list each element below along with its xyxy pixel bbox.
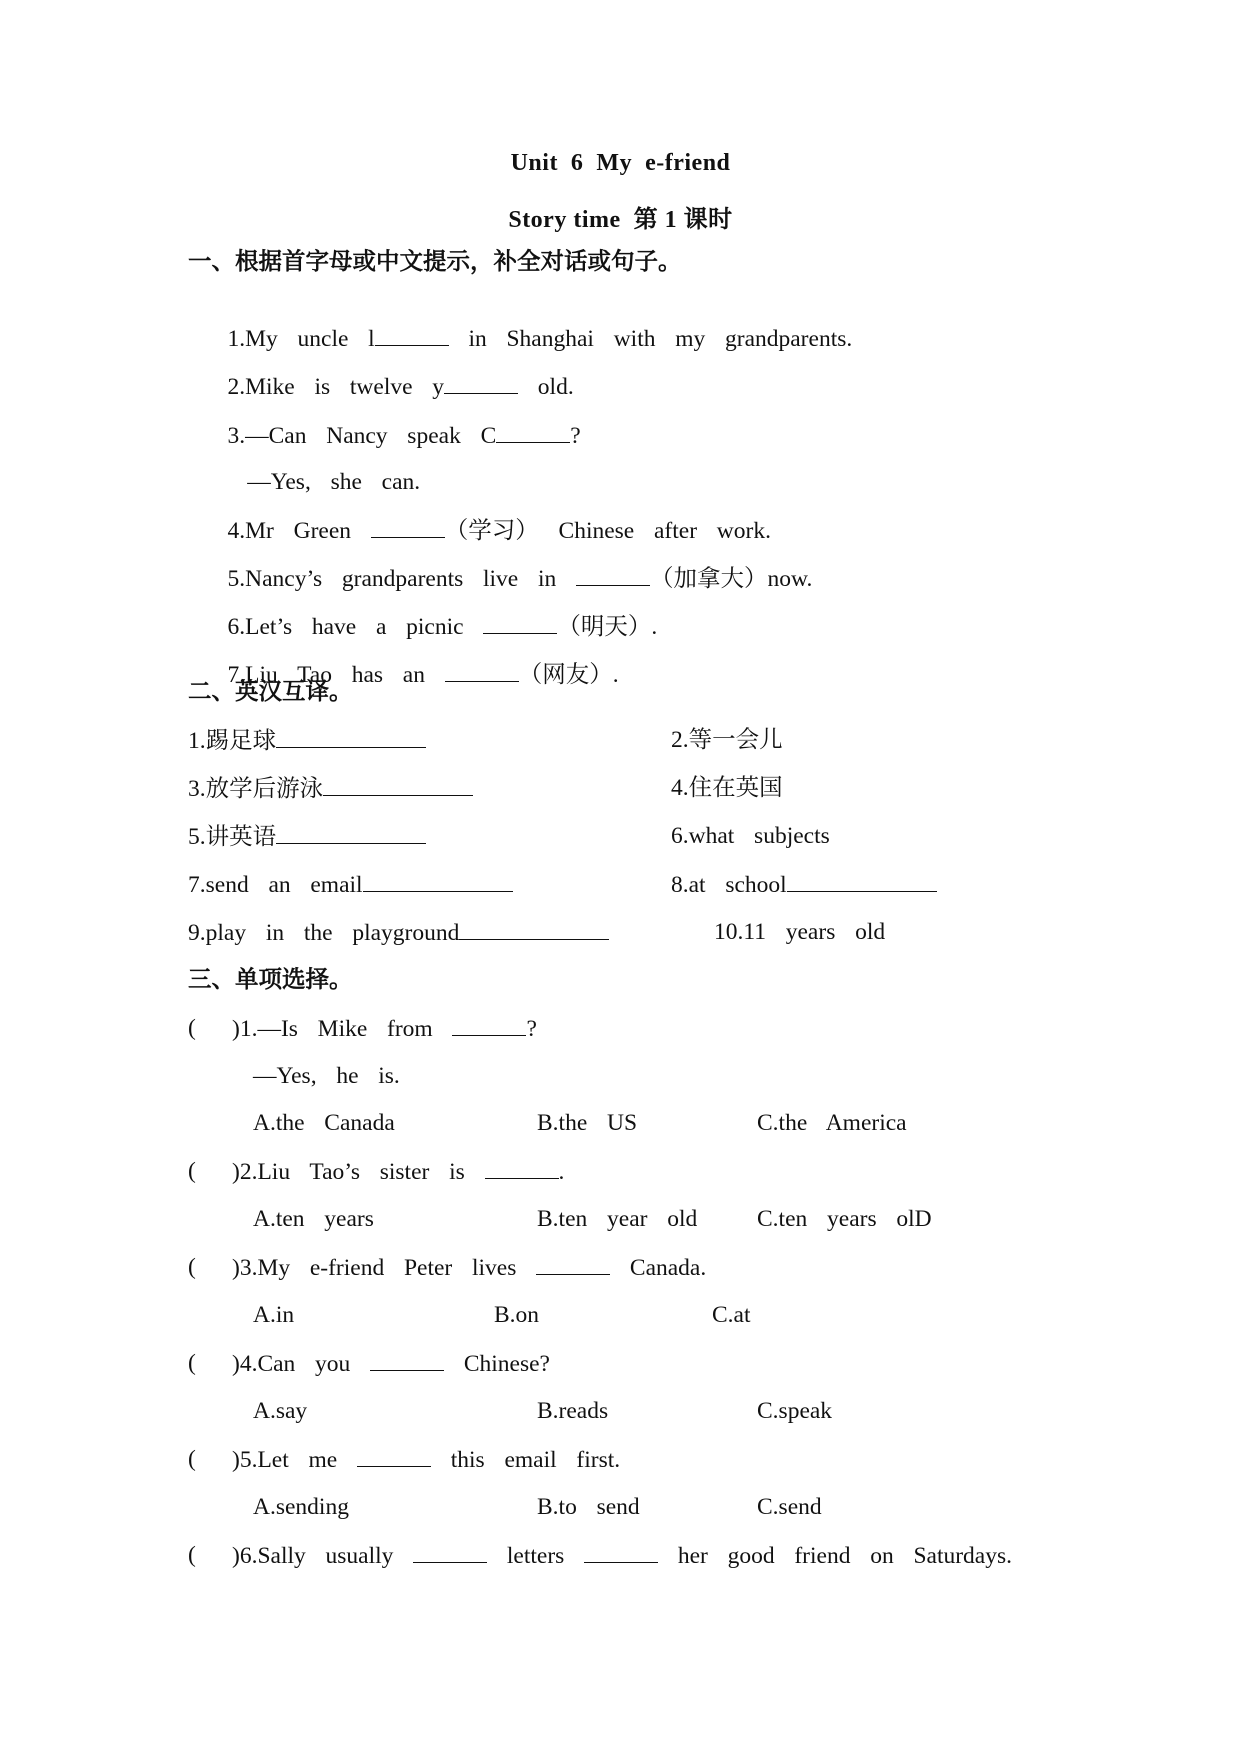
- s3-q3-option-c[interactable]: C.at: [712, 1302, 751, 1328]
- s3-q1-pre: )1.—Is Mike from: [232, 1016, 453, 1042]
- s2-item-1-text: 1.踢足球: [188, 728, 277, 754]
- answer-blank[interactable]: [323, 773, 473, 796]
- s3-q1-option-b[interactable]: B.the US: [537, 1110, 638, 1136]
- answer-blank[interactable]: [536, 1252, 610, 1275]
- s1-item-3-post: ?: [570, 423, 581, 449]
- answer-blank[interactable]: [459, 917, 609, 940]
- s2-item-6: [671, 821, 830, 851]
- answer-paren[interactable]: (: [188, 1254, 196, 1280]
- page-subtitle: Story time 第 1 课时: [508, 207, 733, 233]
- s1-item-1-post: in Shanghai with my grandparents.: [448, 326, 853, 352]
- s3-question-1: [232, 1013, 537, 1044]
- s2-item-5-text: 5.讲英语: [188, 824, 277, 850]
- s2-item-10-text: 10.11 years old: [714, 919, 886, 945]
- s1-item-6-pre: 6.Let’s have a picnic: [227, 614, 484, 640]
- s3-question-3: [232, 1252, 706, 1283]
- s3-q2-option-a[interactable]: A.ten years: [253, 1206, 374, 1232]
- s1-item-3-pre: 3.—Can Nancy speak C: [227, 423, 497, 449]
- s3-q3-post: Canada.: [610, 1255, 707, 1281]
- s3-q5-option-b[interactable]: B.to send: [537, 1494, 640, 1520]
- s2-item-2-text: 2.等一会儿: [671, 727, 783, 753]
- answer-paren[interactable]: (: [188, 1158, 196, 1184]
- answer-blank[interactable]: [496, 420, 570, 443]
- s3-q6-post: her good friend on Saturdays.: [658, 1543, 1013, 1569]
- s2-item-2: [671, 725, 783, 755]
- answer-blank[interactable]: [363, 869, 513, 892]
- s1-item-4-post: （学习） Chinese after work.: [444, 518, 771, 544]
- s2-item-9: [188, 917, 609, 948]
- s3-q2-option-b[interactable]: B.ten year old: [537, 1206, 698, 1232]
- s2-item-3-text: 3.放学后游泳: [188, 776, 324, 802]
- s1-item-6-post: （明天）.: [557, 614, 658, 640]
- answer-paren[interactable]: (: [188, 1542, 196, 1568]
- s1-item-5-post: （加拿大）now.: [650, 566, 813, 592]
- section1-heading: 一、根据首字母或中文提示，补全对话或句子。: [188, 249, 682, 275]
- s2-item-5: [188, 821, 426, 852]
- answer-paren[interactable]: (: [188, 1446, 196, 1472]
- s1-item-7-pre: 7.Liu Tao has an: [227, 662, 445, 688]
- s3-q1-option-c[interactable]: C.the America: [757, 1110, 907, 1136]
- s3-q2-option-c[interactable]: C.ten years olD: [757, 1206, 932, 1232]
- s3-q6-pre: )6.Sally usually: [232, 1543, 414, 1569]
- s3-question-4: [232, 1348, 550, 1379]
- s2-item-6-text: 6.what subjects: [671, 823, 830, 849]
- page-title: Unit 6 My e-friend: [510, 150, 731, 176]
- s2-item-8-text: 8.at school: [671, 872, 787, 898]
- s1-item-1-pre: 1.My uncle l: [227, 326, 375, 352]
- s2-item-4: [671, 773, 783, 803]
- s1-item-7-post: （网友）.: [518, 662, 619, 688]
- s3-q4-option-a[interactable]: A.say: [253, 1398, 308, 1424]
- s2-item-4-text: 4.住在英国: [671, 775, 783, 801]
- s1-item-2-post: old.: [518, 374, 574, 400]
- s2-item-7-text: 7.send an email: [188, 872, 363, 898]
- s3-q3-option-a[interactable]: A.in: [253, 1302, 295, 1328]
- s3-q5-option-a[interactable]: A.sending: [253, 1494, 349, 1520]
- answer-paren[interactable]: (: [188, 1015, 196, 1041]
- s2-item-10: [714, 917, 885, 947]
- answer-blank[interactable]: [787, 869, 937, 892]
- s2-item-8: [671, 869, 937, 900]
- s3-q3-option-b[interactable]: B.on: [494, 1302, 540, 1328]
- s2-item-3: [188, 773, 473, 804]
- s2-item-1: [188, 725, 426, 756]
- answer-paren[interactable]: (: [188, 1350, 196, 1376]
- s3-question-2: [232, 1156, 564, 1187]
- s3-q1-option-a[interactable]: A.the Canada: [253, 1110, 395, 1136]
- answer-blank[interactable]: [357, 1444, 431, 1467]
- answer-blank[interactable]: [452, 1013, 526, 1036]
- answer-blank[interactable]: [276, 821, 426, 844]
- s3-q1-post: ?: [526, 1016, 537, 1042]
- answer-blank[interactable]: [370, 1348, 444, 1371]
- s1-item-5-pre: 5.Nancy’s grandparents live in: [227, 566, 577, 592]
- answer-blank[interactable]: [445, 659, 519, 682]
- answer-blank[interactable]: [485, 1156, 559, 1179]
- s3-q2-post: .: [558, 1159, 565, 1185]
- section3-heading: 三、单项选择。: [188, 967, 353, 993]
- s3-q4-post: Chinese?: [444, 1351, 550, 1377]
- s3-q4-option-b[interactable]: B.reads: [537, 1398, 609, 1424]
- s2-item-7: [188, 869, 513, 900]
- s1-item-3-answer-text: —Yes, she can.: [227, 469, 421, 495]
- s3-q6-mid: letters: [487, 1543, 585, 1569]
- s3-q3-pre: )3.My e-friend Peter lives: [232, 1255, 537, 1281]
- s3-question-5: [232, 1444, 620, 1475]
- s1-item-2-pre: 2.Mike is twelve y: [227, 374, 445, 400]
- section2-heading: 二、英汉互译。: [188, 679, 353, 705]
- s3-q5-option-c[interactable]: C.send: [757, 1494, 822, 1520]
- s3-q4-option-c[interactable]: C.speak: [757, 1398, 833, 1424]
- answer-blank[interactable]: [413, 1540, 487, 1563]
- s3-q2-pre: )2.Liu Tao’s sister is: [232, 1159, 485, 1185]
- s3-q4-pre: )4.Can you: [232, 1351, 371, 1377]
- s3-q1-reply: —Yes, he is.: [253, 1063, 400, 1089]
- s1-item-4-pre: 4.Mr Green: [227, 518, 371, 544]
- s3-question-6: [232, 1540, 1012, 1571]
- s3-q5-post: this email first.: [430, 1447, 621, 1473]
- answer-blank[interactable]: [584, 1540, 658, 1563]
- s2-item-9-text: 9.play in the playground: [188, 920, 460, 946]
- answer-blank[interactable]: [276, 725, 426, 748]
- s3-q5-pre: )5.Let me: [232, 1447, 357, 1473]
